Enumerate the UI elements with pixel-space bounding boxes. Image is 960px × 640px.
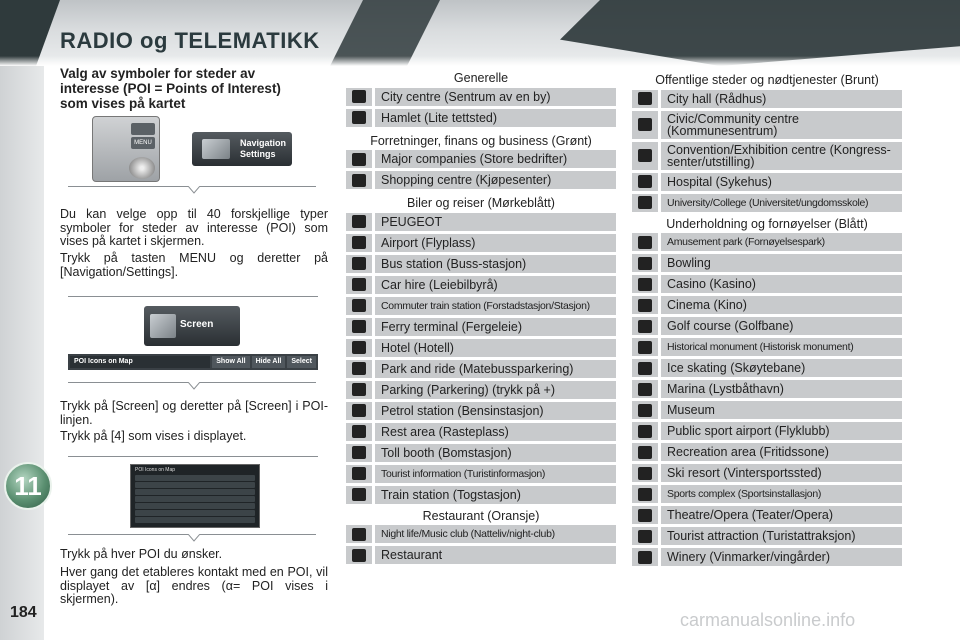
poi-row — [346, 88, 616, 106]
poi-label: Hamlet (Lite tettsted) — [375, 109, 616, 127]
poi-icon — [632, 338, 658, 356]
menu-instruction: Trykk på tasten MENU og deretter på [Navigation/Settings]. — [60, 251, 328, 279]
poi-row — [346, 423, 616, 441]
poi-icon — [632, 380, 658, 398]
poi-label: Marina (Lystbåthavn) — [661, 380, 902, 398]
poi-row — [346, 381, 616, 399]
display-instruction: Trykk på [4] som vises i displayet. — [60, 429, 247, 443]
poi-bar-title: POI Icons on Map — [70, 356, 210, 368]
poi-label: Historical monument (Historisk monument) — [661, 338, 902, 356]
chapter-badge: 11 — [4, 462, 52, 510]
poi-label: Convention/Exhibition centre (Kongress-senter/utstilling) — [661, 142, 902, 170]
poi-icon — [632, 485, 658, 503]
poi-label: Bowling — [661, 254, 902, 272]
poi-row — [632, 254, 902, 272]
navset-label: Navigation Settings — [240, 138, 287, 159]
poi-bar-illustration — [68, 354, 318, 370]
poi-icon — [632, 233, 658, 251]
poi-row — [632, 275, 902, 293]
poi-label: Public sport airport (Flyklubb) — [661, 422, 902, 440]
section-heading: Valg av symboler for steder av interesse (POI = Points of Interest) som vises på kartet — [60, 66, 281, 111]
poi-icon — [346, 255, 372, 273]
navigation-icon — [202, 139, 230, 159]
poi-icon — [346, 234, 372, 252]
category-restaurant: Restaurant (Oransje) — [422, 508, 540, 523]
poi-list-title: POI Icons on Map — [135, 467, 176, 473]
poi-icon — [346, 213, 372, 231]
poi-row — [632, 506, 902, 524]
poi-icon — [632, 317, 658, 335]
poi-icon — [346, 525, 372, 543]
poi-icon — [632, 142, 658, 170]
poi-label: City centre (Sentrum av en by) — [375, 88, 616, 106]
page-title: RADIO og TELEMATIKK — [60, 28, 320, 53]
poi-icon — [632, 254, 658, 272]
poi-row — [632, 194, 902, 212]
poi-bar-hide-all: Hide All — [252, 356, 286, 368]
poi-row — [346, 318, 616, 336]
category-cars-travel: Biler og reiser (Mørkeblått) — [407, 196, 555, 210]
poi-row — [346, 546, 616, 564]
navigation-settings-button-illustration — [192, 132, 292, 166]
poi-icon — [346, 109, 372, 127]
poi-row — [346, 213, 616, 231]
poi-row — [346, 276, 616, 294]
poi-icon — [632, 401, 658, 419]
poi-icon — [632, 194, 658, 212]
poi-label: Amusement park (Fornøyelsespark) — [661, 233, 902, 251]
poi-row — [632, 142, 902, 170]
poi-row — [632, 317, 902, 335]
poi-label: University/College (Universitet/ungdomsskole) — [661, 194, 902, 212]
screen-label: Screen — [180, 319, 214, 330]
poi-list-illustration — [130, 464, 260, 528]
poi-icon — [346, 276, 372, 294]
category-public: Offentlige steder og nødtjenester (Brunt) — [655, 73, 879, 87]
poi-row — [632, 173, 902, 191]
poi-label: Civic/Community centre (Kommunesentrum) — [661, 111, 902, 139]
contact-instruction: Hver gang det etableres kontakt med en POI, vil displayet av [α] endres (α= POI vises i skjermen). — [60, 565, 328, 606]
poi-label: Park and ride (Matebussparkering) — [375, 360, 616, 378]
poi-row — [346, 297, 616, 315]
poi-icon — [346, 297, 372, 315]
screen-instruction: Trykk på [Screen] og deretter på [Screen] i POI-linjen. — [60, 399, 328, 427]
poi-icon — [632, 464, 658, 482]
poi-label: Ski resort (Vintersportssted) — [661, 464, 902, 482]
poi-row — [346, 402, 616, 420]
poi-row — [346, 234, 616, 252]
poi-label: Toll booth (Bomstasjon) — [375, 444, 616, 462]
page-number: 184 — [10, 604, 37, 621]
poi-label: Hospital (Sykehus) — [661, 173, 902, 191]
poi-icon — [632, 443, 658, 461]
poi-row — [346, 486, 616, 504]
select-instruction: Trykk på hver POI du ønsker. — [60, 547, 223, 561]
poi-icon — [346, 381, 372, 399]
watermark: carmanualsonline.info — [680, 610, 856, 630]
poi-label: Theatre/Opera (Teater/Opera) — [661, 506, 902, 524]
poi-icon — [632, 422, 658, 440]
poi-label: Ferry terminal (Fergeleie) — [375, 318, 616, 336]
poi-icon — [346, 423, 372, 441]
poi-row — [346, 255, 616, 273]
poi-row — [346, 109, 616, 127]
poi-icon — [346, 150, 372, 168]
poi-icon — [632, 173, 658, 191]
poi-label: Night life/Music club (Natteliv/night-club) — [375, 525, 616, 543]
poi-row — [632, 111, 902, 139]
poi-row — [346, 444, 616, 462]
poi-icon — [346, 88, 372, 106]
poi-bar-select: Select — [287, 356, 316, 368]
poi-row — [346, 339, 616, 357]
poi-row — [632, 443, 902, 461]
poi-icon — [632, 506, 658, 524]
poi-label: Recreation area (Fritidssone) — [661, 443, 902, 461]
poi-label: Ice skating (Skøytebane) — [661, 359, 902, 377]
poi-row — [346, 525, 616, 543]
category-general: Generelle — [453, 71, 509, 85]
poi-icon — [346, 486, 372, 504]
poi-row — [346, 465, 616, 483]
category-business: Forretninger, finans og business (Grønt) — [370, 133, 592, 148]
poi-row — [632, 401, 902, 419]
poi-label: Train station (Togstasjon) — [375, 486, 616, 504]
poi-row — [346, 150, 616, 168]
poi-row — [632, 359, 902, 377]
poi-icon — [632, 359, 658, 377]
poi-label: Cinema (Kino) — [661, 296, 902, 314]
poi-icon — [346, 444, 372, 462]
poi-label: Museum — [661, 401, 902, 419]
poi-label: Commuter train station (Forstadstasjon/Stasjon) — [375, 297, 616, 315]
poi-bar-show-all: Show All — [212, 356, 249, 368]
poi-icon — [346, 360, 372, 378]
poi-row — [632, 296, 902, 314]
poi-label: Winery (Vinmarker/vingårder) — [661, 548, 902, 566]
poi-icon — [632, 111, 658, 139]
category-leisure: Underholdning og fornøyelser (Blått) — [666, 216, 868, 231]
poi-icon — [632, 275, 658, 293]
poi-label: Rest area (Rasteplass) — [375, 423, 616, 441]
poi-label: Golf course (Golfbane) — [661, 317, 902, 335]
poi-label: Shopping centre (Kjøpesenter) — [375, 171, 616, 189]
poi-label: Restaurant — [375, 546, 616, 564]
poi-label: Airport (Flyplass) — [375, 234, 616, 252]
poi-label: Casino (Kasino) — [661, 275, 902, 293]
poi-icon — [346, 546, 372, 564]
poi-row — [632, 422, 902, 440]
poi-row — [632, 527, 902, 545]
poi-table-right — [632, 74, 902, 566]
poi-row — [346, 360, 616, 378]
poi-row — [632, 548, 902, 566]
screen-icon — [150, 314, 176, 338]
poi-row — [632, 485, 902, 503]
poi-label: PEUGEOT — [375, 213, 616, 231]
poi-icon — [632, 296, 658, 314]
intro-paragraph: Du kan velge opp til 40 forskjellige typer symboler for steder av interesse (POI) som vises på kartet i skjermen. — [60, 207, 328, 248]
poi-icon — [346, 465, 372, 483]
screen-button-illustration — [144, 306, 240, 346]
device-menu-illustration — [92, 116, 160, 182]
poi-label: Sports complex (Sportsinstallasjon) — [661, 485, 902, 503]
poi-row — [632, 90, 902, 108]
poi-icon — [632, 548, 658, 566]
poi-icon — [346, 318, 372, 336]
poi-label: Major companies (Store bedrifter) — [375, 150, 616, 168]
poi-row — [632, 380, 902, 398]
poi-label: Petrol station (Bensinstasjon) — [375, 402, 616, 420]
poi-icon — [346, 171, 372, 189]
poi-row — [346, 171, 616, 189]
poi-row — [632, 464, 902, 482]
poi-label: Car hire (Leiebilbyrå) — [375, 276, 616, 294]
menu-key-label: MENU — [131, 137, 155, 149]
poi-label: City hall (Rådhus) — [661, 90, 902, 108]
poi-row — [632, 233, 902, 251]
poi-icon — [346, 339, 372, 357]
page-header — [0, 0, 960, 66]
poi-label: Hotel (Hotell) — [375, 339, 616, 357]
poi-label: Tourist information (Turistinformasjon) — [375, 465, 616, 483]
poi-icon — [632, 90, 658, 108]
side-bar — [0, 66, 44, 640]
poi-row — [632, 338, 902, 356]
poi-icon — [346, 402, 372, 420]
poi-label: Bus station (Buss-stasjon) — [375, 255, 616, 273]
poi-table-left — [346, 72, 616, 564]
poi-label: Parking (Parkering) (trykk på +) — [375, 381, 616, 399]
poi-label: Tourist attraction (Turistattraksjon) — [661, 527, 902, 545]
poi-icon — [632, 527, 658, 545]
